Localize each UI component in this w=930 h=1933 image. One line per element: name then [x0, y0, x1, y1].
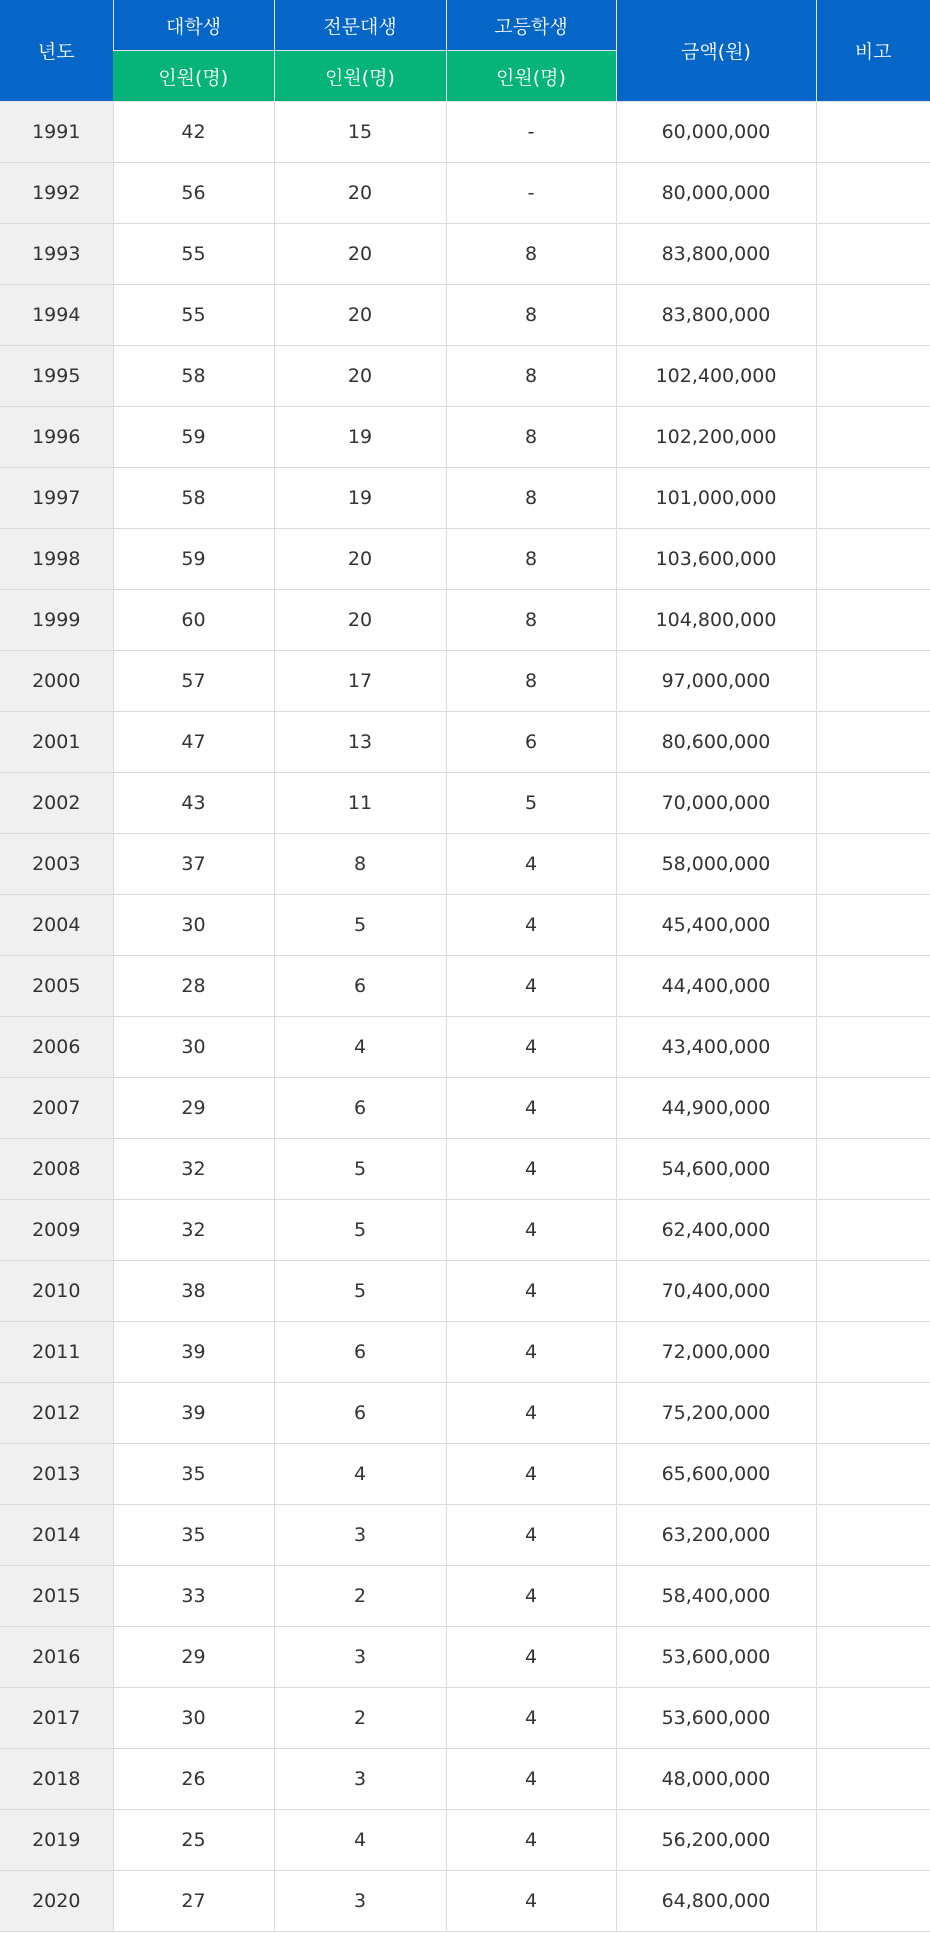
cell-year: 2008	[0, 1139, 113, 1200]
cell-amount: 101,000,000	[616, 468, 816, 529]
cell-highschool-count: 4	[446, 1139, 616, 1200]
cell-amount: 56,200,000	[616, 1810, 816, 1871]
cell-year: 2011	[0, 1322, 113, 1383]
cell-year: 1999	[0, 590, 113, 651]
cell-note	[816, 1078, 930, 1139]
cell-university-count: 59	[113, 529, 274, 590]
cell-year: 2000	[0, 651, 113, 712]
cell-university-count: 58	[113, 468, 274, 529]
table-row	[0, 895, 930, 956]
cell-university-count: 56	[113, 163, 274, 224]
cell-note	[816, 1261, 930, 1322]
cell-highschool-count: 5	[446, 773, 616, 834]
cell-note	[816, 163, 930, 224]
table-row	[0, 1261, 930, 1322]
cell-university-count: 35	[113, 1444, 274, 1505]
cell-college-count: 20	[274, 285, 446, 346]
cell-highschool-count: 4	[446, 956, 616, 1017]
cell-year: 2005	[0, 956, 113, 1017]
header-year: 년도	[0, 0, 113, 102]
cell-year: 2018	[0, 1749, 113, 1810]
cell-year: 1998	[0, 529, 113, 590]
cell-year: 1993	[0, 224, 113, 285]
cell-amount: 70,400,000	[616, 1261, 816, 1322]
cell-amount: 102,200,000	[616, 407, 816, 468]
table-body	[0, 102, 930, 1932]
table-row	[0, 224, 930, 285]
cell-university-count: 43	[113, 773, 274, 834]
cell-amount: 53,600,000	[616, 1688, 816, 1749]
table-row	[0, 1688, 930, 1749]
cell-note	[816, 1322, 930, 1383]
cell-note	[816, 407, 930, 468]
cell-amount: 58,000,000	[616, 834, 816, 895]
cell-note	[816, 1810, 930, 1871]
table-row	[0, 1139, 930, 1200]
header-college: 전문대생	[274, 0, 446, 51]
cell-amount: 45,400,000	[616, 895, 816, 956]
cell-college-count: 20	[274, 346, 446, 407]
cell-highschool-count: 4	[446, 1749, 616, 1810]
cell-college-count: 13	[274, 712, 446, 773]
cell-university-count: 29	[113, 1627, 274, 1688]
cell-amount: 80,000,000	[616, 163, 816, 224]
cell-college-count: 17	[274, 651, 446, 712]
cell-highschool-count: 4	[446, 1566, 616, 1627]
cell-year: 2020	[0, 1871, 113, 1932]
table-row	[0, 1505, 930, 1566]
cell-amount: 97,000,000	[616, 651, 816, 712]
cell-year: 2019	[0, 1810, 113, 1871]
cell-highschool-count: 8	[446, 468, 616, 529]
table-row	[0, 102, 930, 163]
cell-note	[816, 834, 930, 895]
cell-note	[816, 529, 930, 590]
cell-university-count: 28	[113, 956, 274, 1017]
cell-amount: 44,900,000	[616, 1078, 816, 1139]
cell-college-count: 6	[274, 1322, 446, 1383]
cell-amount: 75,200,000	[616, 1383, 816, 1444]
cell-highschool-count: 4	[446, 895, 616, 956]
header-highschool: 고등학생	[446, 0, 616, 51]
cell-year: 2016	[0, 1627, 113, 1688]
cell-year: 2009	[0, 1200, 113, 1261]
table-row	[0, 956, 930, 1017]
cell-amount: 62,400,000	[616, 1200, 816, 1261]
cell-year: 2007	[0, 1078, 113, 1139]
cell-highschool-count: 4	[446, 1261, 616, 1322]
cell-university-count: 32	[113, 1139, 274, 1200]
cell-note	[816, 956, 930, 1017]
cell-note	[816, 773, 930, 834]
cell-highschool-count: 8	[446, 407, 616, 468]
cell-university-count: 47	[113, 712, 274, 773]
header-note: 비고	[816, 0, 930, 102]
cell-amount: 54,600,000	[616, 1139, 816, 1200]
table-row	[0, 834, 930, 895]
table-row	[0, 529, 930, 590]
cell-university-count: 29	[113, 1078, 274, 1139]
cell-note	[816, 1383, 930, 1444]
cell-year: 2001	[0, 712, 113, 773]
cell-amount: 103,600,000	[616, 529, 816, 590]
cell-year: 2004	[0, 895, 113, 956]
cell-year: 2006	[0, 1017, 113, 1078]
cell-amount: 58,400,000	[616, 1566, 816, 1627]
cell-college-count: 19	[274, 407, 446, 468]
table-row	[0, 1810, 930, 1871]
cell-year: 2010	[0, 1261, 113, 1322]
cell-highschool-count: 6	[446, 712, 616, 773]
cell-highschool-count: 8	[446, 346, 616, 407]
cell-college-count: 11	[274, 773, 446, 834]
cell-university-count: 38	[113, 1261, 274, 1322]
cell-highschool-count: -	[446, 163, 616, 224]
table-row	[0, 407, 930, 468]
table-row	[0, 590, 930, 651]
cell-college-count: 6	[274, 1078, 446, 1139]
cell-university-count: 30	[113, 1017, 274, 1078]
cell-amount: 83,800,000	[616, 224, 816, 285]
cell-amount: 72,000,000	[616, 1322, 816, 1383]
cell-highschool-count: 4	[446, 1505, 616, 1566]
cell-university-count: 59	[113, 407, 274, 468]
table-row	[0, 285, 930, 346]
table-row	[0, 1383, 930, 1444]
cell-university-count: 32	[113, 1200, 274, 1261]
cell-note	[816, 1444, 930, 1505]
cell-highschool-count: 4	[446, 1871, 616, 1932]
header-college-count: 인원(명)	[274, 51, 446, 102]
cell-amount: 102,400,000	[616, 346, 816, 407]
cell-amount: 53,600,000	[616, 1627, 816, 1688]
cell-college-count: 20	[274, 163, 446, 224]
cell-college-count: 2	[274, 1688, 446, 1749]
cell-amount: 48,000,000	[616, 1749, 816, 1810]
cell-university-count: 37	[113, 834, 274, 895]
cell-note	[816, 1627, 930, 1688]
cell-year: 1991	[0, 102, 113, 163]
cell-note	[816, 1505, 930, 1566]
cell-college-count: 3	[274, 1749, 446, 1810]
cell-highschool-count: 4	[446, 834, 616, 895]
cell-college-count: 19	[274, 468, 446, 529]
cell-amount: 43,400,000	[616, 1017, 816, 1078]
cell-year: 1995	[0, 346, 113, 407]
cell-highschool-count: 4	[446, 1200, 616, 1261]
cell-university-count: 55	[113, 285, 274, 346]
cell-college-count: 20	[274, 590, 446, 651]
cell-year: 2012	[0, 1383, 113, 1444]
cell-note	[816, 1200, 930, 1261]
cell-note	[816, 712, 930, 773]
cell-highschool-count: 4	[446, 1627, 616, 1688]
cell-highschool-count: 8	[446, 224, 616, 285]
cell-year: 2002	[0, 773, 113, 834]
cell-university-count: 26	[113, 1749, 274, 1810]
cell-highschool-count: 4	[446, 1017, 616, 1078]
cell-college-count: 5	[274, 1261, 446, 1322]
cell-note	[816, 1017, 930, 1078]
cell-university-count: 58	[113, 346, 274, 407]
table-row	[0, 712, 930, 773]
cell-year: 2015	[0, 1566, 113, 1627]
table-row	[0, 468, 930, 529]
cell-highschool-count: 4	[446, 1383, 616, 1444]
table-row	[0, 1322, 930, 1383]
cell-university-count: 25	[113, 1810, 274, 1871]
cell-note	[816, 1688, 930, 1749]
cell-college-count: 8	[274, 834, 446, 895]
cell-college-count: 4	[274, 1810, 446, 1871]
table-row	[0, 163, 930, 224]
cell-college-count: 5	[274, 1200, 446, 1261]
cell-note	[816, 346, 930, 407]
cell-note	[816, 285, 930, 346]
cell-amount: 80,600,000	[616, 712, 816, 773]
cell-year: 1997	[0, 468, 113, 529]
cell-note	[816, 102, 930, 163]
cell-university-count: 60	[113, 590, 274, 651]
table-row	[0, 1078, 930, 1139]
cell-college-count: 6	[274, 956, 446, 1017]
cell-college-count: 5	[274, 1139, 446, 1200]
cell-highschool-count: 8	[446, 651, 616, 712]
cell-college-count: 2	[274, 1566, 446, 1627]
cell-highschool-count: 8	[446, 529, 616, 590]
cell-year: 1996	[0, 407, 113, 468]
cell-amount: 65,600,000	[616, 1444, 816, 1505]
cell-highschool-count: 8	[446, 285, 616, 346]
cell-year: 2014	[0, 1505, 113, 1566]
table-row	[0, 1200, 930, 1261]
cell-amount: 63,200,000	[616, 1505, 816, 1566]
cell-college-count: 20	[274, 224, 446, 285]
cell-year: 1992	[0, 163, 113, 224]
cell-highschool-count: 4	[446, 1444, 616, 1505]
cell-college-count: 4	[274, 1444, 446, 1505]
table-row	[0, 1749, 930, 1810]
cell-university-count: 30	[113, 1688, 274, 1749]
cell-college-count: 5	[274, 895, 446, 956]
header-amount: 금액(원)	[616, 0, 816, 102]
cell-university-count: 55	[113, 224, 274, 285]
cell-note	[816, 224, 930, 285]
cell-college-count: 3	[274, 1505, 446, 1566]
cell-note	[816, 590, 930, 651]
table-row	[0, 651, 930, 712]
cell-note	[816, 1139, 930, 1200]
cell-university-count: 39	[113, 1383, 274, 1444]
cell-college-count: 3	[274, 1871, 446, 1932]
cell-note	[816, 895, 930, 956]
cell-highschool-count: 8	[446, 590, 616, 651]
cell-college-count: 4	[274, 1017, 446, 1078]
cell-university-count: 30	[113, 895, 274, 956]
cell-college-count: 15	[274, 102, 446, 163]
table-row	[0, 1444, 930, 1505]
table-row	[0, 1566, 930, 1627]
cell-college-count: 3	[274, 1627, 446, 1688]
cell-highschool-count: 4	[446, 1688, 616, 1749]
cell-university-count: 42	[113, 102, 274, 163]
table-row	[0, 773, 930, 834]
cell-highschool-count: 4	[446, 1078, 616, 1139]
table-row	[0, 1627, 930, 1688]
cell-college-count: 6	[274, 1383, 446, 1444]
cell-amount: 70,000,000	[616, 773, 816, 834]
cell-note	[816, 1749, 930, 1810]
header-university: 대학생	[113, 0, 274, 51]
cell-year: 1994	[0, 285, 113, 346]
cell-year: 2013	[0, 1444, 113, 1505]
table-row	[0, 1017, 930, 1078]
cell-note	[816, 651, 930, 712]
cell-year: 2003	[0, 834, 113, 895]
cell-note	[816, 1871, 930, 1932]
cell-note	[816, 1566, 930, 1627]
cell-amount: 83,800,000	[616, 285, 816, 346]
cell-amount: 64,800,000	[616, 1871, 816, 1932]
cell-amount: 44,400,000	[616, 956, 816, 1017]
cell-amount: 60,000,000	[616, 102, 816, 163]
cell-university-count: 27	[113, 1871, 274, 1932]
cell-note	[816, 468, 930, 529]
table-row	[0, 346, 930, 407]
cell-university-count: 33	[113, 1566, 274, 1627]
table-row	[0, 1871, 930, 1932]
header-university-count: 인원(명)	[113, 51, 274, 102]
cell-highschool-count: 4	[446, 1810, 616, 1871]
cell-university-count: 57	[113, 651, 274, 712]
cell-university-count: 39	[113, 1322, 274, 1383]
cell-amount: 104,800,000	[616, 590, 816, 651]
cell-highschool-count: 4	[446, 1322, 616, 1383]
header-highschool-count: 인원(명)	[446, 51, 616, 102]
table-header	[0, 0, 930, 102]
cell-college-count: 20	[274, 529, 446, 590]
cell-university-count: 35	[113, 1505, 274, 1566]
cell-highschool-count: -	[446, 102, 616, 163]
cell-year: 2017	[0, 1688, 113, 1749]
